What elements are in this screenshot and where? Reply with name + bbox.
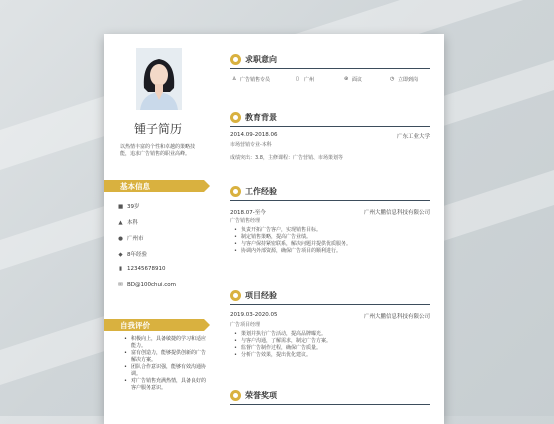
- project-row: [230, 312, 430, 318]
- info-phone: [118, 266, 166, 272]
- info-text: 广州市: [127, 236, 144, 242]
- education-school: 广东工业大学: [396, 134, 430, 140]
- objective-salary: 面议: [352, 77, 363, 83]
- city-icon: ▯: [296, 76, 299, 82]
- section-title: 求职意向: [245, 55, 277, 64]
- right-column: [230, 34, 436, 424]
- self-eval-header: [104, 319, 204, 331]
- section-header: [230, 54, 436, 67]
- work-company: 广州大鹏信息科技有限公司: [363, 210, 430, 216]
- info-experience: [118, 250, 147, 258]
- list-item: • 制定销售策略，提高广告业绩。: [234, 234, 424, 241]
- info-location: [118, 234, 144, 242]
- list-item: • 策划并执行广告活动，提高品牌曝光。: [234, 331, 424, 338]
- info-text: 本科: [127, 220, 139, 226]
- section-title: 工作经验: [245, 187, 277, 196]
- self-eval-title: 自我评价: [120, 321, 150, 330]
- project-section: [230, 290, 436, 385]
- section-icon: [230, 390, 241, 401]
- experience-icon: ◆: [118, 252, 123, 258]
- project-company: 广州大鹏信息科技有限公司: [363, 314, 430, 320]
- section-header: [230, 112, 436, 125]
- education-major: 市场营销专业-本科: [230, 142, 272, 148]
- section-rule: [230, 404, 430, 405]
- list-item: • 与客户保持紧密联系，解决问题并提供优质服务。: [234, 241, 424, 248]
- project-role: 广告项目经理: [230, 322, 261, 328]
- objective-availability: 立即到岗: [398, 77, 419, 83]
- project-dates: 2019.03-2020.05: [230, 312, 278, 318]
- objective-city: 广州: [304, 77, 315, 83]
- work-section: [230, 186, 436, 281]
- clock-icon: ◷: [390, 76, 395, 82]
- basic-info-title: 基本信息: [120, 182, 150, 191]
- list-item: • 负责开拓广告客户，实现销售目标。: [234, 227, 424, 234]
- education-row: [230, 132, 430, 138]
- basic-info-header: [104, 180, 204, 192]
- self-eval-list: [124, 336, 206, 392]
- section-rule: [230, 304, 430, 305]
- section-icon: [230, 290, 241, 301]
- education-courses: 成绩突出：3.8，主修课程：广告营销、市场策划等: [230, 155, 343, 161]
- info-text: BD@100chui.com: [127, 282, 177, 288]
- list-item: • 对广告销售充满热情，具备良好的客户服务意识。: [124, 378, 206, 392]
- list-item: • 与客户沟通，了解需求，制定广告方案。: [234, 338, 424, 345]
- section-rule: [230, 200, 430, 201]
- objective-position: 广告销售专员: [240, 77, 271, 83]
- salary-icon: ⊛: [344, 76, 349, 82]
- objective-section: [230, 54, 436, 94]
- list-item: • 分析广告效果，提出优化建议。: [234, 352, 424, 359]
- list-item: • 富有创造力，能够提供创新的广告解决方案。: [124, 350, 206, 364]
- work-dates: 2018.07-至今: [230, 210, 266, 216]
- section-title: 荣誉奖项: [245, 391, 277, 400]
- info-text: 39岁: [127, 204, 140, 210]
- info-age: [118, 202, 140, 210]
- section-header: [230, 390, 436, 403]
- info-degree: [118, 218, 138, 226]
- header-arrow-tip: [204, 319, 210, 331]
- section-icon: [230, 186, 241, 197]
- intro-text: 以热情丰富的个性和卓越的策略技能，追求广告销售的职业高峰。: [120, 144, 196, 157]
- list-item: • 积极向上，具备敏捷的学习和适应能力。: [124, 336, 206, 350]
- person-icon: ■: [118, 204, 124, 210]
- list-item: • 团队合作意识强，能够有效沟通协调。: [124, 364, 206, 378]
- info-email: [118, 282, 176, 288]
- phone-icon: ▮: [118, 266, 123, 272]
- list-item: • 监督广告制作过程，确保广告质量。: [234, 345, 424, 352]
- section-header: [230, 186, 436, 199]
- work-bullets: [234, 227, 424, 255]
- section-icon: [230, 112, 241, 123]
- email-icon: ✉: [118, 282, 123, 288]
- section-header: [230, 290, 436, 303]
- profile-photo: [136, 48, 182, 110]
- info-text: 8年经验: [127, 252, 147, 258]
- location-icon: ●: [118, 236, 123, 242]
- education-dates: 2014.09-2018.06: [230, 132, 278, 138]
- section-rule: [230, 126, 430, 127]
- degree-icon: ▲: [118, 220, 123, 226]
- work-role: 广告销售经理: [230, 218, 261, 224]
- education-section: [230, 112, 436, 172]
- work-row: [230, 208, 430, 216]
- section-title: 项目经验: [245, 291, 277, 300]
- resume-name: 锺子简历: [133, 122, 182, 136]
- left-column: [104, 34, 212, 424]
- info-text: 12345678910: [127, 266, 166, 272]
- section-title: 教育背景: [245, 113, 277, 122]
- position-icon: ♙: [232, 76, 237, 82]
- section-icon: [230, 54, 241, 65]
- header-arrow-tip: [204, 180, 210, 192]
- project-bullets: [234, 331, 424, 359]
- resume-page: [104, 34, 444, 424]
- list-item: • 协调内外部资源，确保广告项目的顺利进行。: [234, 248, 424, 255]
- section-rule: [230, 68, 430, 69]
